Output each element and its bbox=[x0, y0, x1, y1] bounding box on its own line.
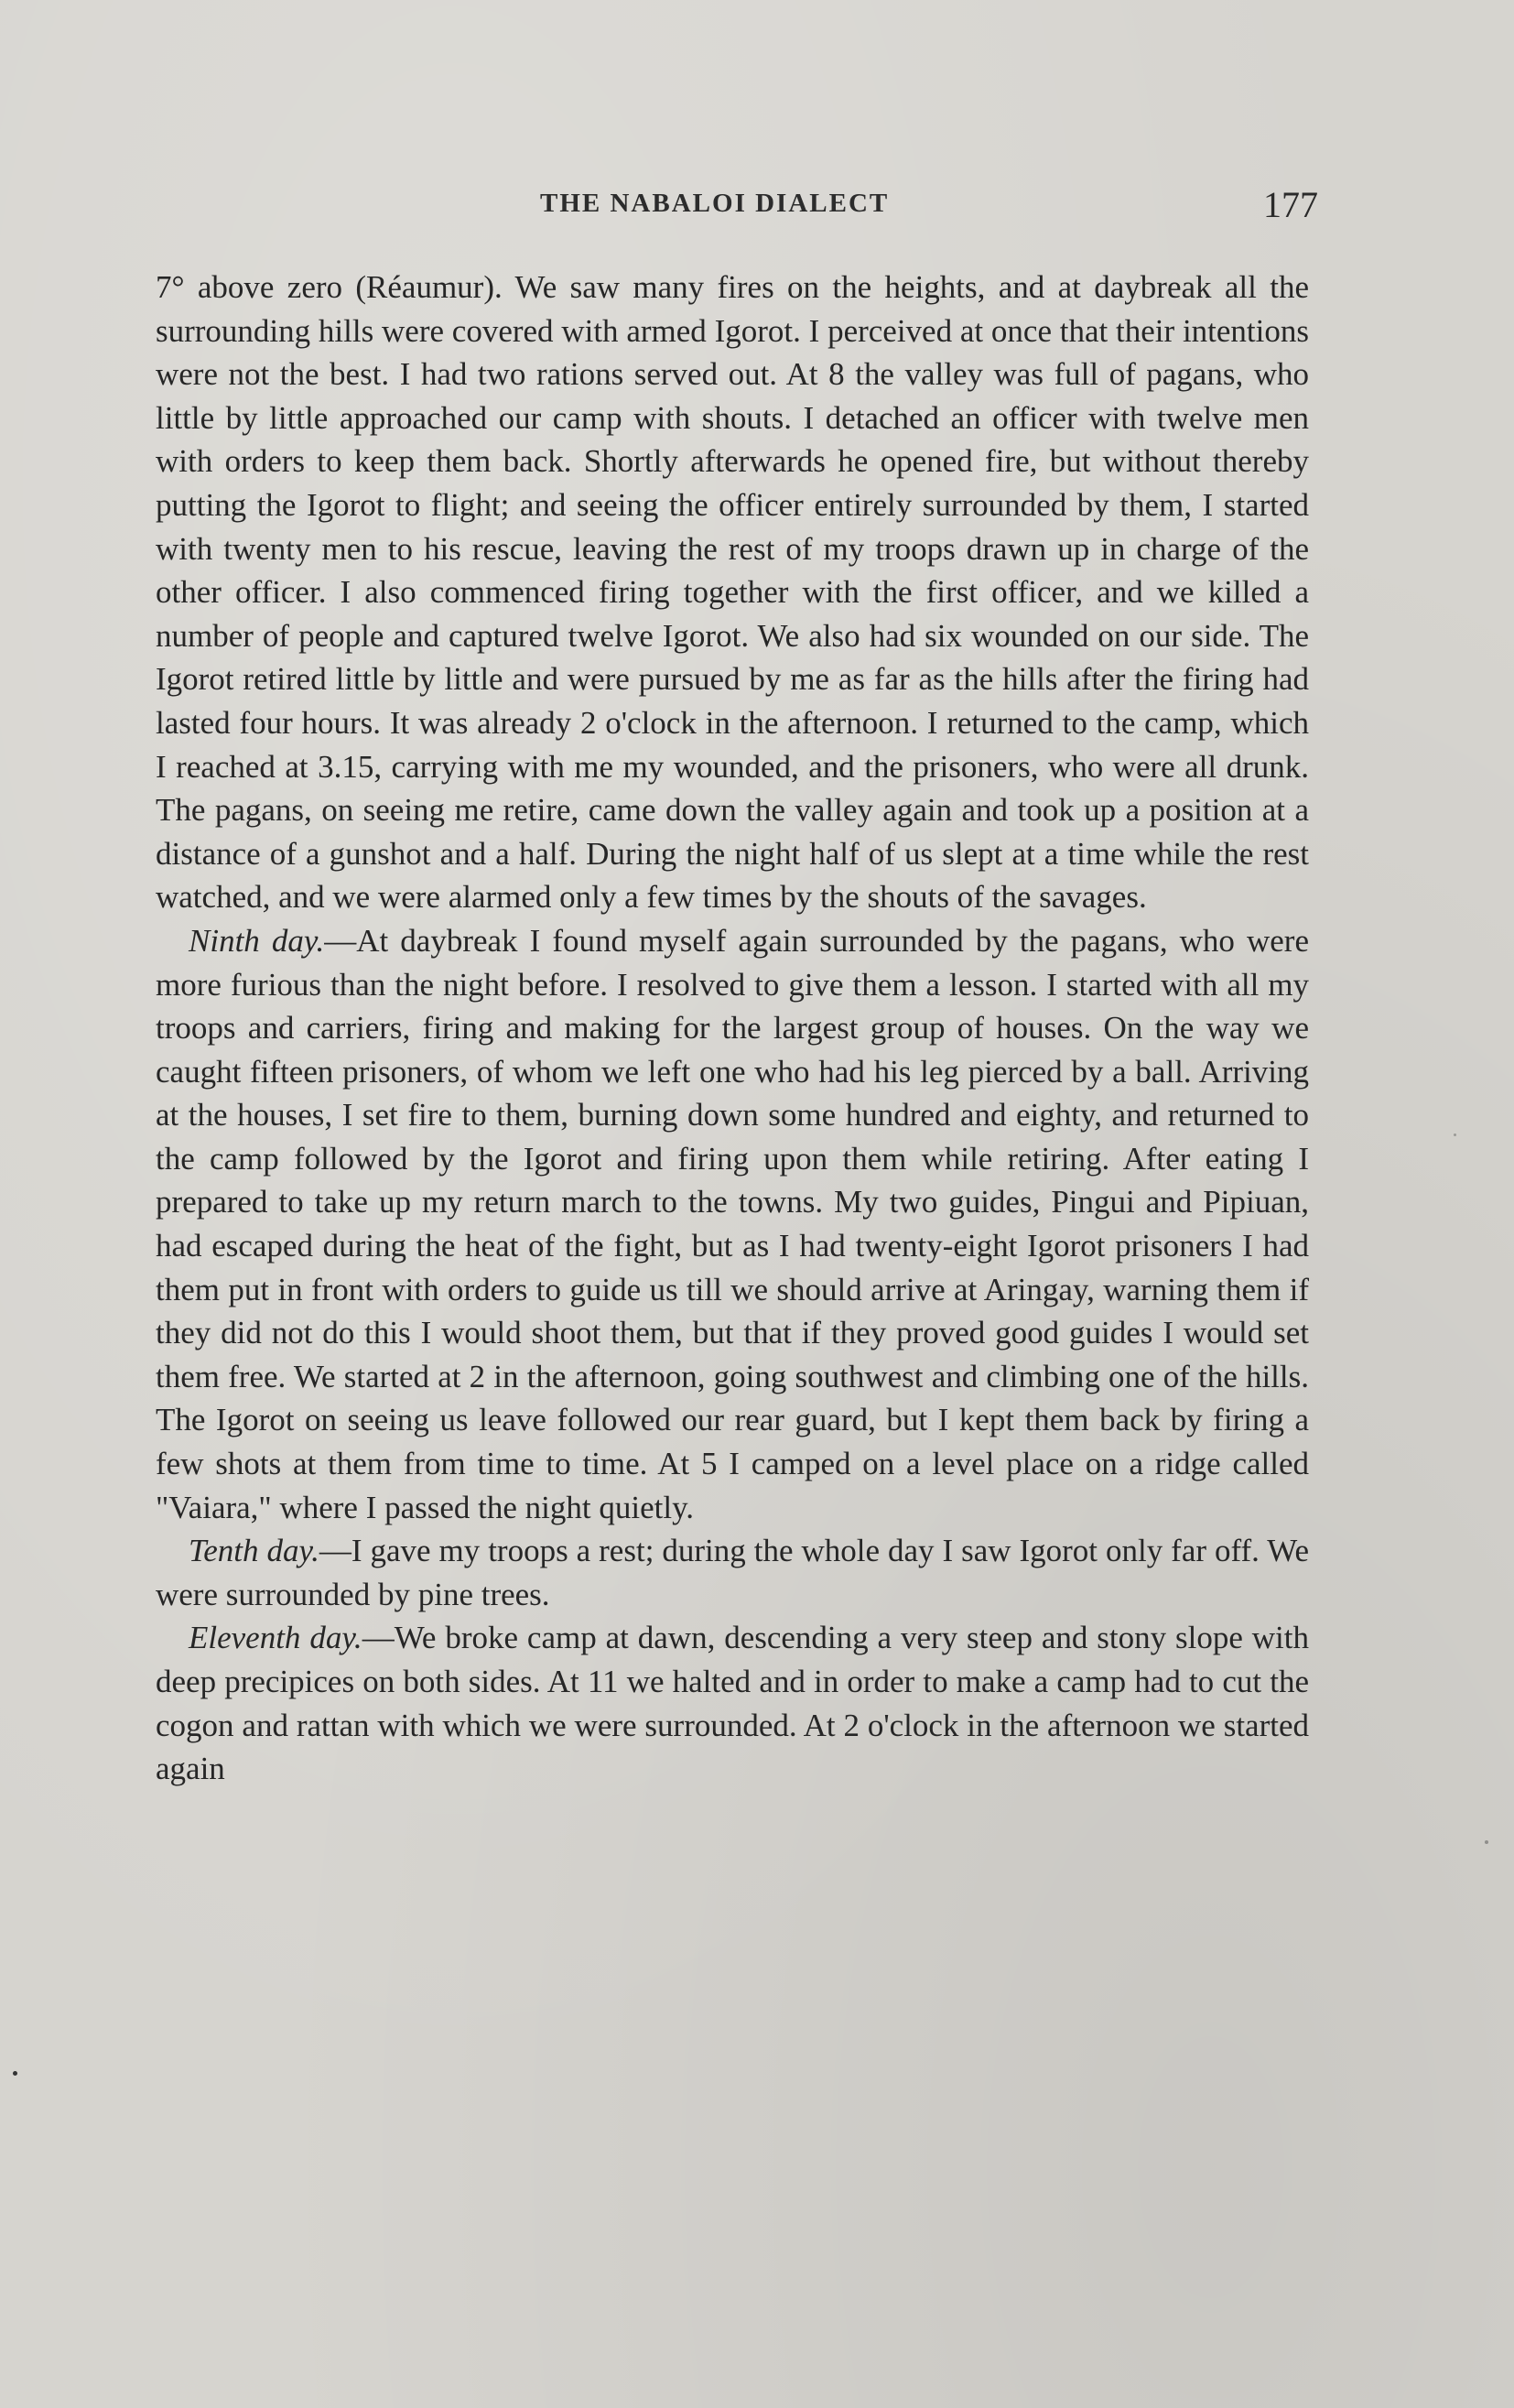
page-number: 177 bbox=[1263, 184, 1318, 225]
paper-speck bbox=[13, 2071, 17, 2076]
paragraph bbox=[156, 1616, 1309, 1790]
paragraph-text: —We broke camp at dawn, descending a very steep and stony slope with deep precipices on both sides. At 11 we halted and in order to make a camp had to cut the cogon and rattan with which we were surrounded. At 2 o'clock in the afternoon we started again bbox=[156, 1620, 1310, 1787]
page-header bbox=[156, 183, 1318, 238]
paragraph-text: —I gave my troops a rest; during the whole day I saw Igorot only far off. We were surrounded by pine trees. bbox=[156, 1533, 1310, 1612]
day-heading: Ninth day. bbox=[189, 922, 325, 959]
paragraph bbox=[156, 266, 1309, 919]
paragraph bbox=[156, 1529, 1309, 1616]
day-heading: Eleventh day. bbox=[189, 1620, 362, 1656]
paragraph bbox=[156, 919, 1309, 1529]
paragraph-text: —At daybreak I found myself again surrounded by the pagans, who were more furious than the night before. I resolved to give them a lesson. I started with all my troops and carriers, firing and making for the largest group of houses. On the way we caught fifteen prisoners, of whom we left one who had his leg pierced by a ball. Arriving at the houses, I set fire to them, burning down some hundred and eighty, and returned to the camp followed by the Igorot and firing upon them while retiring. After eating I prepared to take up my return march to the towns. My two guides, Pingui and Pipiuan, had escaped during the heat of the fight, but as I had twenty-eight Igorot prisoners I had them put in front with orders to guide us till we should arrive at Aringay, warning them if they did not do this I would shoot them, but that if they proved good guides I would set them free. We started at 2 in the afternoon, going southwest and climbing one of the hills. The Igorot on seeing us leave followed our rear guard, but I kept them back by firing a few shots at them from time to time. At 5 I camped on a level place on a ridge called "Vaiara," where I passed the night quietly. bbox=[156, 922, 1309, 1525]
paragraph-text: 7° above zero (Réaumur). We saw many fires on the heights, and at daybreak all the surrounding hills were covered with armed Igorot. I perceived at once that their intentions were not the best. I had two rations served out. At 8 the valley was full of pagans, who little by little approached our camp with shouts. I detached an officer with twelve men with orders to keep them back. Shortly afterwards he opened fire, but without thereby putting the Igorot to flight; and seeing the officer entirely surrounded by them, I started with twenty men to his rescue, leaving the rest of my troops drawn up in charge of the other officer. I also commenced firing together with the first officer, and we killed a number of people and captured twelve Igorot. We also had six wounded on our side. The Igorot retired little by little and were pursued by me as far as the hills after the firing had lasted four hours. It was already 2 o'clock in the afternoon. I returned to the camp, which I reached at 3.15, carrying with me my wounded, and the prisoners, who were all drunk. The pagans, on seeing me retire, came down the valley again and took up a position at a distance of a gunshot and a half. During the night half of us slept at a time while the rest watched, and we were alarmed only a few times by the shouts of the savages. bbox=[156, 269, 1309, 916]
paper-speck bbox=[1485, 1840, 1488, 1844]
day-heading: Tenth day. bbox=[189, 1533, 319, 1569]
paper-speck bbox=[1454, 1133, 1456, 1136]
running-title: THE NABALOI DIALECT bbox=[540, 189, 890, 218]
body-text bbox=[156, 266, 1309, 1791]
